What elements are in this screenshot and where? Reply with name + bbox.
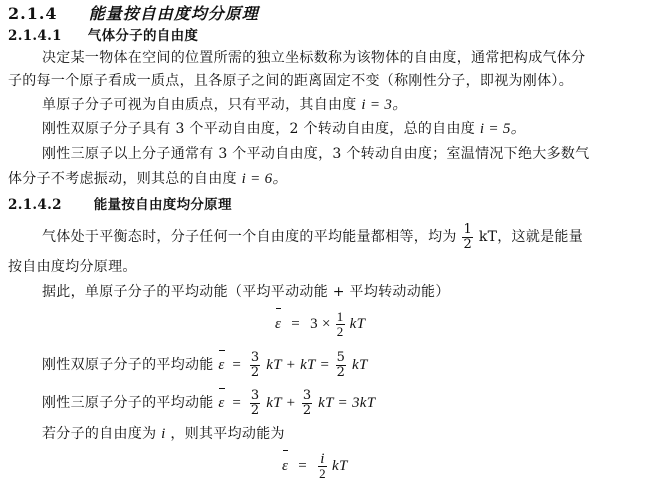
fraction-denominator: 2: [250, 402, 260, 418]
fraction-denominator: 2: [250, 364, 260, 380]
fraction-denominator: 2: [463, 236, 473, 252]
kt-term: kT + kT =: [266, 357, 330, 373]
epsilon-bar: ε: [218, 388, 224, 418]
variable-i: i: [161, 426, 166, 442]
equation-diatomic: [42, 350, 368, 380]
fraction-numerator: 3: [302, 387, 312, 403]
paragraph-line: 据此，单原子分子的平均动能（平均平动动能 + 平均转动动能）: [42, 284, 450, 300]
equals-sign: =: [232, 395, 242, 411]
equation: i = 5。: [479, 121, 526, 137]
subsection-number: 2.1.4.2: [8, 197, 62, 213]
epsilon-bar: ε: [282, 450, 288, 482]
equation: i = 3。: [361, 97, 408, 113]
kt-term: kT = 3kT: [318, 395, 376, 411]
section-heading: [8, 5, 259, 23]
section-title: 能量按自由度均分原理: [88, 4, 259, 23]
coefficient: 3 ×: [310, 316, 331, 332]
kt-term: kT: [331, 458, 348, 474]
subsection-title: 气体分子的自由度: [87, 28, 199, 44]
paragraph-line: [42, 221, 583, 253]
fraction-numerator: 1: [463, 221, 473, 237]
paragraph-line: [8, 170, 288, 188]
fraction-denominator: 2: [336, 364, 346, 380]
fraction: [462, 223, 473, 252]
fraction: [302, 389, 313, 418]
fraction-numerator: 3: [250, 349, 260, 365]
text-span: 若分子的自由度为: [42, 426, 157, 442]
paragraph-line: [42, 96, 407, 114]
subsection-heading-1: [8, 27, 198, 45]
equation-triatomic: [42, 388, 375, 418]
fraction-numerator: 5: [336, 349, 346, 365]
equation-label: 刚性三原子分子的平均动能: [42, 395, 214, 411]
equals-sign: =: [232, 357, 242, 373]
equals-sign: =: [291, 316, 301, 332]
text-span: 单原子分子可视为自由质点，只有平动，其自由度: [42, 97, 357, 113]
epsilon-bar: ε: [275, 308, 281, 340]
subsection-title: 能量按自由度均分原理: [93, 197, 232, 213]
paragraph-line: 子的每一个原子看成一质点，且各原子之间的距离固定不变（称刚性分子，即视为刚体）。: [8, 73, 573, 89]
fraction-denominator: 2: [319, 466, 326, 482]
kt-term: kT +: [266, 395, 297, 411]
kt-term: kT: [349, 316, 366, 332]
epsilon-bar: ε: [218, 350, 224, 380]
fraction-numerator: 1: [336, 309, 344, 325]
text-span: ，则其平均动能为: [170, 426, 285, 442]
equation-label: 刚性双原子分子的平均动能: [42, 357, 214, 373]
equation-monatomic: [275, 308, 365, 340]
fraction: [250, 351, 261, 380]
section-number: 2.1.4: [8, 4, 58, 23]
fraction: [250, 389, 261, 418]
paragraph-line: 刚性三原子以上分子通常有 3 个平动自由度，3 个转动自由度；室温情况下绝大多数气: [42, 146, 590, 162]
fraction: [336, 351, 347, 380]
text-span: 气体处于平衡态时，分子任何一个自由度的平均能量都相等，均为: [42, 229, 457, 245]
paragraph-line: 按自由度均分原理。: [8, 259, 137, 275]
subsection-heading-2: [8, 196, 232, 214]
paragraph-line: [42, 425, 285, 443]
equation-general: [282, 450, 348, 482]
paragraph-line: 决定某一物体在空间的位置所需的独立坐标数称为该物体的自由度，通常把构成气体分: [42, 50, 586, 66]
equals-sign: =: [298, 458, 308, 474]
fraction-numerator: i: [320, 451, 325, 468]
fraction-denominator: 2: [302, 402, 312, 418]
kt-term: kT: [352, 357, 368, 373]
fraction: [336, 310, 345, 339]
subsection-number: 2.1.4.1: [8, 28, 62, 44]
paragraph-line: [42, 120, 526, 138]
fraction-numerator: 3: [250, 387, 260, 403]
text-span: 体分子不考虑振动，则其总的自由度: [8, 171, 237, 187]
equation: i = 6。: [241, 171, 288, 187]
text-span: 刚性双原子分子具有 3 个平动自由度，2 个转动自由度，总的自由度: [42, 121, 476, 137]
fraction-denominator: 2: [336, 324, 344, 340]
text-span: kT，这就是能量: [478, 229, 584, 245]
fraction: [318, 452, 327, 481]
